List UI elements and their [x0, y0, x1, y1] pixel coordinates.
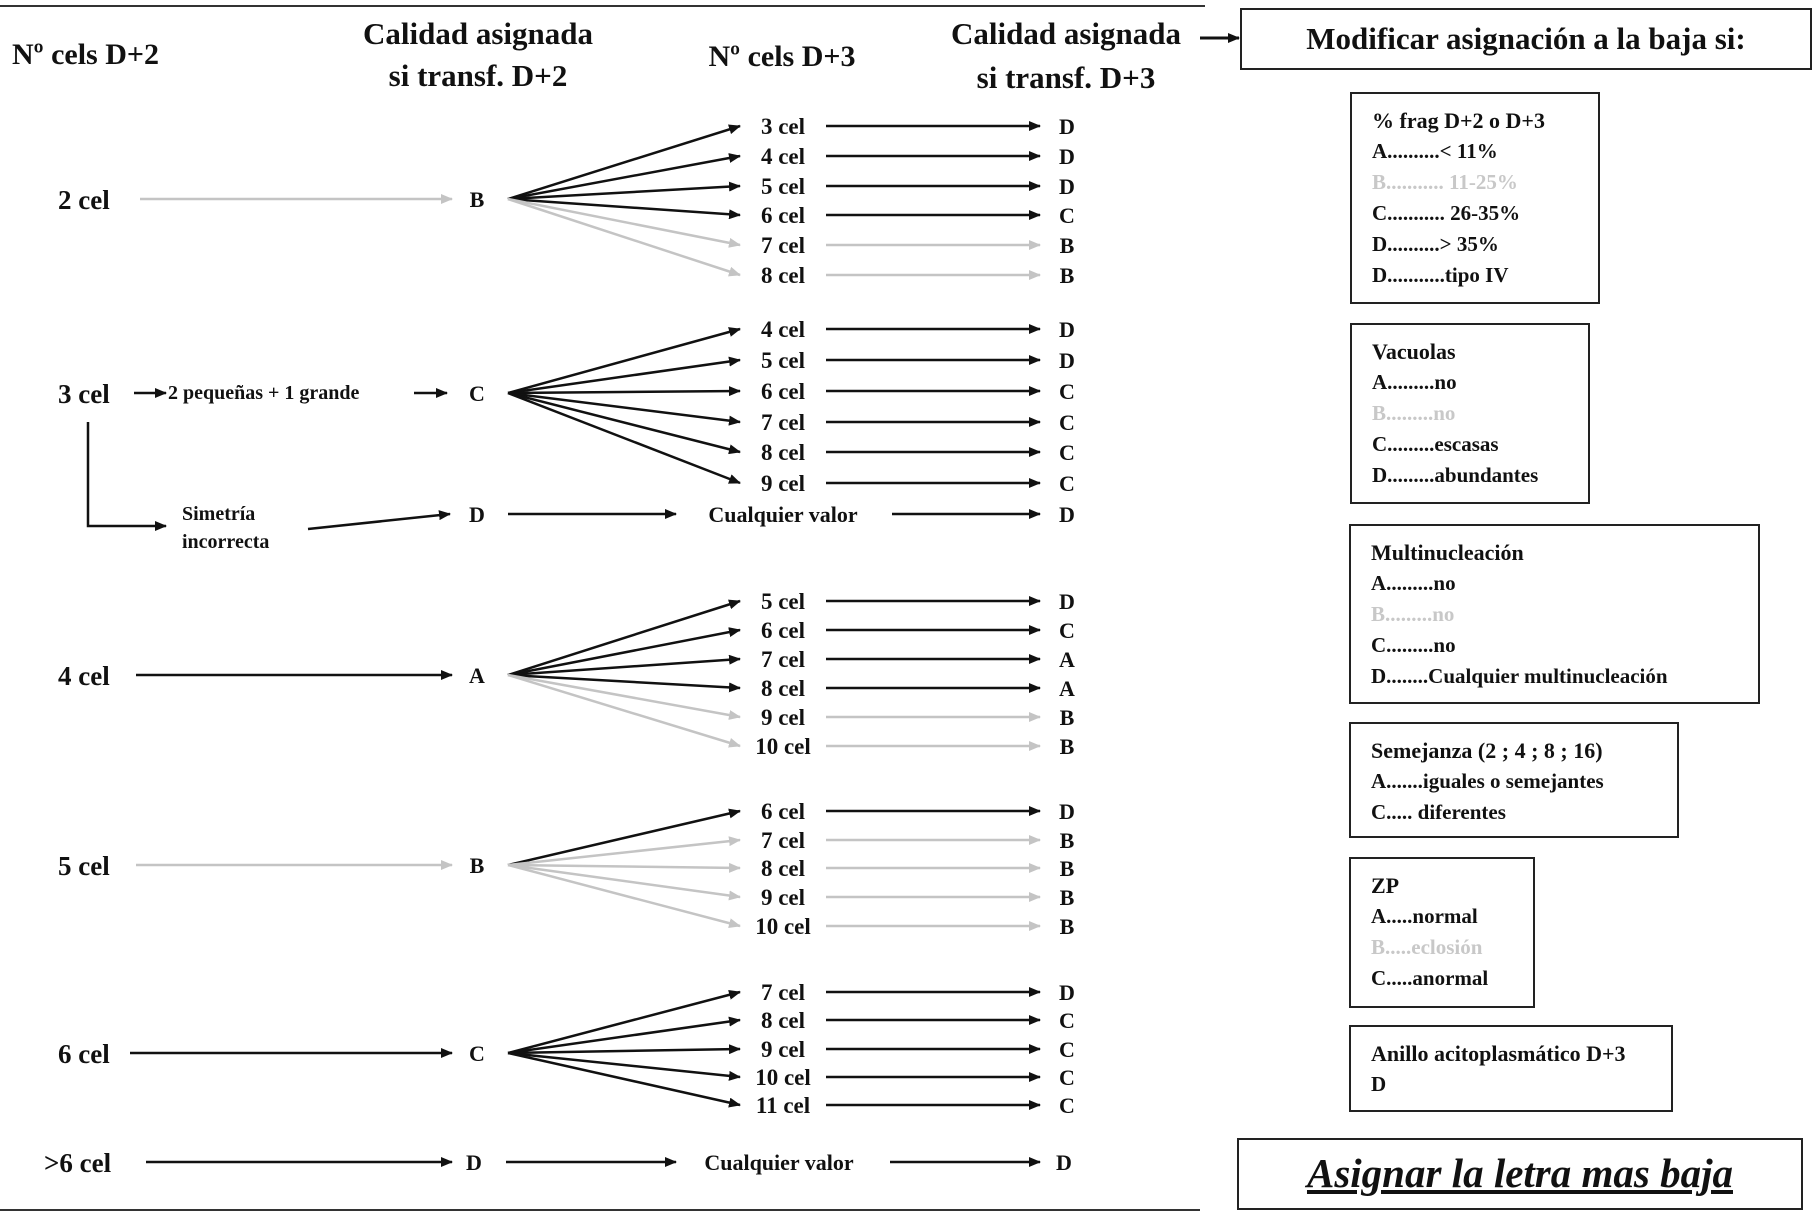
outcome-cells: 7 cel — [760, 647, 806, 672]
fan-arrow — [508, 360, 740, 393]
outcome-grade: A — [1059, 676, 1075, 701]
modifier-criterion: D — [1371, 1072, 1387, 1096]
modifier-box-title: Anillo acitoplasmático D+3 — [1371, 1041, 1626, 1066]
source-cells-1: 2 cel — [58, 185, 110, 215]
outcome-cells: 7 cel — [760, 980, 806, 1005]
modifier-box-6 — [1349, 1025, 1673, 1112]
outcome-cells: 7 cel — [760, 828, 806, 853]
outcome-grade: B — [1059, 828, 1075, 853]
modifier-criterion: A.........no — [1371, 571, 1456, 595]
outcome-cells: 9 cel — [760, 1037, 806, 1062]
fan-arrow — [508, 1053, 740, 1077]
modifier-box-4 — [1349, 722, 1679, 838]
source-cells-2: 3 cel — [58, 379, 110, 409]
outcome-grade: C — [1059, 440, 1075, 465]
outcome-grade: B — [1059, 856, 1075, 881]
modifier-box-title: Semejanza (2 ; 4 ; 8 ; 16) — [1371, 738, 1603, 763]
modifier-criterion: B.........no — [1371, 602, 1455, 626]
outcome-grade: D — [1059, 589, 1075, 614]
modifier-criterion: D........Cualquier multinucleación — [1371, 664, 1668, 688]
outcome-grade: B — [1059, 914, 1075, 939]
branch-label-line1: Simetría — [182, 503, 256, 525]
assigned-grade-d2-4: B — [469, 853, 485, 878]
outcome-cells: 10 cel — [755, 1065, 811, 1090]
modifier-criterion: C..... diferentes — [1371, 800, 1506, 824]
modifier-header-text: Modificar asignación a la baja si: — [1306, 21, 1746, 56]
outcome-cells: 7 cel — [760, 410, 806, 435]
fan-arrow — [508, 329, 740, 393]
fan-arrow — [508, 811, 740, 865]
outcome-grade: C — [1059, 1037, 1075, 1062]
modifier-box-title: % frag D+2 o D+3 — [1372, 108, 1545, 133]
branch-grade: D — [469, 502, 485, 527]
final-rule-text: Asignar la letra mas baja — [1306, 1150, 1733, 1196]
modifier-box-title: Multinucleación — [1371, 540, 1524, 565]
outcome-cells: 11 cel — [755, 1093, 811, 1118]
branch-any-value: Cualquier valor — [708, 502, 858, 527]
outcome-cells: 8 cel — [760, 1008, 806, 1033]
outcome-cells: 4 cel — [760, 144, 806, 169]
outcome-grade: C — [1059, 1065, 1075, 1090]
outcome-grade: D — [1059, 174, 1075, 199]
branch-final-grade: D — [1059, 502, 1075, 527]
outcome-grade: C — [1059, 618, 1075, 643]
header-quality-d3-line2: si transf. D+3 — [976, 60, 1156, 95]
header-quality-d2-line2: si transf. D+2 — [388, 58, 568, 93]
fan-arrow — [508, 865, 740, 897]
outcome-grade: B — [1059, 885, 1075, 910]
outcome-grade: A — [1059, 647, 1075, 672]
outcome-grade: B — [1059, 263, 1075, 288]
outcome-grade: B — [1059, 705, 1075, 730]
modifier-box-title: ZP — [1371, 873, 1400, 898]
outcome-grade: C — [1059, 379, 1075, 404]
modifier-criterion: D.........abundantes — [1372, 463, 1539, 487]
assigned-grade-d2-5: C — [469, 1041, 485, 1066]
modifier-criterion: A.....normal — [1371, 904, 1478, 928]
modifier-box-2 — [1350, 323, 1590, 504]
fan-arrow — [508, 391, 740, 393]
fan-arrow — [508, 1049, 740, 1053]
source-note: 2 pequeñas + 1 grande — [168, 382, 360, 404]
modifier-criterion: D..........> 35% — [1372, 232, 1499, 256]
modifier-criterion: B.........no — [1372, 401, 1456, 425]
assigned-grade-d2-1: B — [469, 187, 485, 212]
outcome-cells: 7 cel — [760, 233, 806, 258]
modifier-criterion: C........... 26-35% — [1372, 201, 1521, 225]
final-rule-box — [1237, 1138, 1803, 1210]
fan-arrow — [508, 992, 740, 1053]
outcome-cells: 6 cel — [760, 203, 806, 228]
source-cells-4: 5 cel — [58, 851, 110, 881]
outcome-grade: D — [1059, 348, 1075, 373]
source-cells-5: 6 cel — [58, 1039, 110, 1069]
header-cells-d2: Nº cels D+2 — [12, 38, 159, 71]
outcome-grade: D — [1059, 317, 1075, 342]
branch-connector — [88, 422, 166, 526]
outcome-cells: 4 cel — [760, 317, 806, 342]
modifier-criterion: C.........escasas — [1372, 432, 1499, 456]
modifier-box-3 — [1349, 524, 1760, 704]
modifier-box-1 — [1350, 92, 1600, 304]
outcome-grade: C — [1059, 410, 1075, 435]
fan-arrow — [508, 1053, 740, 1105]
source-cells-over6: >6 cel — [44, 1148, 112, 1178]
flow-groups — [44, 114, 1075, 1178]
modifier-criterion: C.........no — [1371, 633, 1456, 657]
fan-arrow — [508, 865, 740, 926]
outcome-grade: D — [1059, 144, 1075, 169]
outcome-cells: 6 cel — [760, 618, 806, 643]
modifier-criterion: A..........< 11% — [1372, 139, 1498, 163]
modifier-header-box — [1240, 8, 1812, 70]
fan-arrow — [508, 393, 740, 452]
modifier-criterion: B.....eclosión — [1371, 935, 1483, 959]
source-cells-3: 4 cel — [58, 661, 110, 691]
outcome-grade: C — [1059, 471, 1075, 496]
fan-arrow — [508, 1020, 740, 1053]
outcome-cells: 10 cel — [755, 914, 811, 939]
outcome-cells: 5 cel — [760, 174, 806, 199]
outcome-grade: D — [1059, 114, 1075, 139]
outcome-grade: D — [1059, 799, 1075, 824]
over6-grade: D — [466, 1150, 482, 1175]
over6-final-grade: D — [1056, 1150, 1072, 1175]
outcome-cells: 9 cel — [760, 471, 806, 496]
outcome-cells: 5 cel — [760, 589, 806, 614]
fan-arrow — [508, 840, 740, 865]
header-quality-d2-line1: Calidad asignada — [362, 16, 594, 51]
outcome-grade: C — [1059, 1093, 1075, 1118]
outcome-cells: 10 cel — [755, 734, 811, 759]
outcome-cells: 9 cel — [760, 705, 806, 730]
modifier-criterion: C.....anormal — [1371, 966, 1489, 990]
branch-label-line2: incorrecta — [182, 531, 270, 553]
outcome-cells: 8 cel — [760, 440, 806, 465]
outcome-cells: 8 cel — [760, 676, 806, 701]
outcome-cells: 8 cel — [760, 856, 806, 881]
outcome-cells: 6 cel — [760, 379, 806, 404]
branch-arrow — [308, 514, 450, 529]
over6-any-value: Cualquier valor — [704, 1150, 854, 1175]
modifier-criterion: A.......iguales o semejantes — [1371, 769, 1604, 793]
outcome-grade: C — [1059, 203, 1075, 228]
outcome-cells: 8 cel — [760, 263, 806, 288]
outcome-grade: C — [1059, 1008, 1075, 1033]
outcome-grade: B — [1059, 233, 1075, 258]
outcome-cells: 5 cel — [760, 348, 806, 373]
assigned-grade-d2-3: A — [469, 663, 485, 688]
outcome-cells: 6 cel — [760, 799, 806, 824]
modifier-criterion: B........... 11-25% — [1372, 170, 1518, 194]
modifier-criterion: D...........tipo IV — [1372, 263, 1509, 287]
header-quality-d3-line1: Calidad asignada — [950, 16, 1182, 51]
header-cells-d3: Nº cels D+3 — [708, 40, 856, 73]
fan-arrow — [508, 865, 740, 868]
outcome-cells: 3 cel — [760, 114, 806, 139]
outcome-grade: B — [1059, 734, 1075, 759]
outcome-grade: D — [1059, 980, 1075, 1005]
modifier-box-5 — [1349, 857, 1535, 1008]
modifier-criterion: A.........no — [1372, 370, 1457, 394]
modifier-box-title: Vacuolas — [1372, 339, 1456, 364]
outcome-cells: 9 cel — [760, 885, 806, 910]
assigned-grade-d2-2: C — [469, 381, 485, 406]
